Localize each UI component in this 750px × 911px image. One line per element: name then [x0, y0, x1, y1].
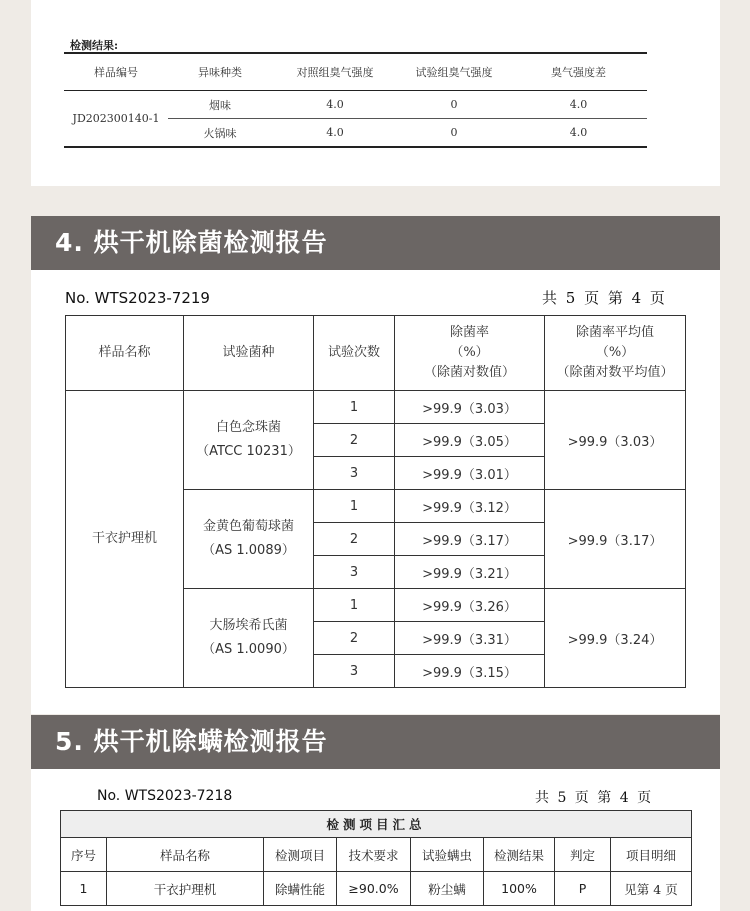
header-average-line1: 除菌率平均值: [575, 325, 654, 340]
sample-id-cell: JD202300140-1: [72, 112, 160, 125]
header-trial: 试验次数: [314, 316, 395, 391]
strain-code: （ATCC 10231）: [196, 444, 301, 459]
header-strain: 试验菌种: [184, 316, 314, 391]
requirement-cell: ≥90.0%: [337, 872, 411, 906]
header-sample-name: 样品名称: [66, 316, 184, 391]
strain-code: （AS 1.0089）: [202, 543, 295, 558]
control-value-cell: 4.0: [326, 126, 344, 139]
control-value-cell: 4.0: [272, 91, 398, 119]
trial-number-cell: 3: [314, 655, 395, 688]
header-test-intensity: 试验组臭气强度: [415, 66, 493, 79]
header-rate-line1: 除菌率: [449, 325, 489, 340]
diff-value-cell: 4.0: [510, 91, 647, 119]
report-page-info: 共 5 页 第 4 页: [542, 289, 667, 307]
odor-type-cell: 火锅味: [203, 126, 237, 140]
header-odor-type: 异味种类: [198, 66, 242, 79]
header-index: 序号: [61, 838, 107, 872]
rate-cell: >99.9（3.17）: [395, 523, 545, 556]
header-detail: 项目明细: [611, 838, 692, 872]
trial-number-cell: 1: [314, 490, 395, 523]
strain-name: 大肠埃希氏菌: [209, 618, 288, 633]
average-cell: >99.9（3.17）: [545, 490, 686, 589]
mite-results-table: [60, 810, 692, 906]
report-page-info: 共 5 页 第 4 页: [535, 790, 654, 806]
header-intensity-diff: 臭气强度差: [551, 66, 606, 79]
table-row: [66, 391, 686, 424]
odor-section-label: 检测结果:: [70, 39, 119, 52]
header-test-item: 检测项目: [264, 838, 337, 872]
trial-number-cell: 2: [314, 523, 395, 556]
rate-cell: >99.9（3.31）: [395, 622, 545, 655]
index-cell: 1: [61, 872, 107, 906]
header-rate-line3: （除菌对数值）: [423, 365, 515, 380]
rate-cell: >99.9（3.15）: [395, 655, 545, 688]
table-header-row: [61, 838, 692, 872]
result-cell: 100%: [484, 872, 555, 906]
trial-number-cell: 2: [314, 424, 395, 457]
strain-code: （AS 1.0090）: [202, 642, 295, 657]
sample-name-cell: 干衣护理机: [66, 391, 184, 688]
rate-cell: >99.9（3.03）: [395, 391, 545, 424]
average-cell: >99.9（3.03）: [545, 391, 686, 490]
test-value-cell: 0: [450, 126, 458, 139]
summary-title: 检测项目汇总: [61, 811, 692, 838]
sterilization-results-table: [65, 315, 686, 688]
trial-number-cell: 2: [314, 622, 395, 655]
rate-cell: >99.9（3.05）: [395, 424, 545, 457]
table-row: [64, 91, 647, 119]
header-sample-name: 样品名称: [107, 838, 264, 872]
header-control-intensity: 对照组臭气强度: [296, 66, 374, 79]
table-row: [61, 872, 692, 906]
section-4-title: 4. 烘干机除菌检测报告: [31, 216, 720, 270]
sample-name-cell: 干衣护理机: [107, 872, 264, 906]
strain-cell: [184, 391, 314, 490]
trial-number-cell: 1: [314, 589, 395, 622]
average-cell: >99.9（3.24）: [545, 589, 686, 688]
rate-cell: >99.9（3.21）: [395, 556, 545, 589]
section-5-title: 5. 烘干机除螨检测报告: [31, 715, 720, 769]
header-test-mite: 试验螨虫: [411, 838, 484, 872]
test-item-cell: 除螨性能: [264, 872, 337, 906]
odor-type-cell: 烟味: [168, 91, 272, 119]
header-average: [545, 316, 686, 391]
header-rate-line2: （%）: [450, 345, 489, 360]
rate-cell: >99.9（3.01）: [395, 457, 545, 490]
test-mite-cell: 粉尘螨: [411, 872, 484, 906]
header-average-line3: （除菌对数平均值）: [556, 365, 674, 380]
header-result: 检测结果: [484, 838, 555, 872]
report-number: No. WTS2023-7219: [65, 289, 210, 307]
trial-number-cell: 3: [314, 457, 395, 490]
odor-header-row: [64, 53, 647, 91]
strain-name: 金黄色葡萄球菌: [202, 519, 294, 534]
trial-number-cell: 3: [314, 556, 395, 589]
detail-cell: 见第 4 页: [611, 872, 692, 906]
diff-value-cell: 4.0: [569, 126, 588, 139]
header-average-line2: （%）: [595, 345, 635, 360]
table-header-row: [66, 316, 686, 391]
rate-cell: >99.9（3.12）: [395, 490, 545, 523]
strain-cell: [184, 589, 314, 688]
strain-cell: [184, 490, 314, 589]
trial-number-cell: 1: [314, 391, 395, 424]
header-verdict: 判定: [555, 838, 611, 872]
test-value-cell: 0: [398, 91, 510, 119]
header-rate: [395, 316, 545, 391]
rate-cell: >99.9（3.26）: [395, 589, 545, 622]
verdict-cell: P: [555, 872, 611, 906]
header-sample-id: 样品编号: [94, 66, 138, 79]
header-requirement: 技术要求: [337, 838, 411, 872]
report-number: No. WTS2023-7218: [97, 788, 233, 804]
odor-results-table: [64, 52, 647, 148]
strain-name: 白色念珠菌: [215, 420, 281, 435]
